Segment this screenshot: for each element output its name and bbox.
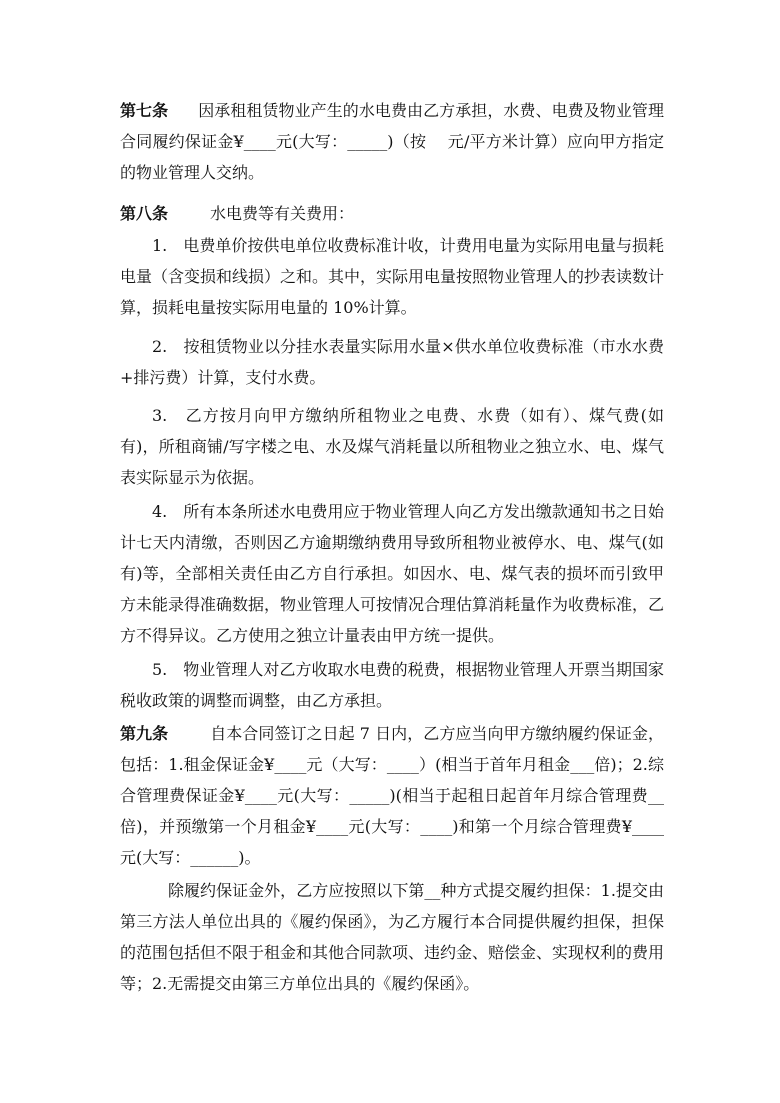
article-8-item-2: 2. 按租赁物业以分挂水表量实际用水量×供水单位收费标准（市水水费+排污费）计算，支付水费。 (120, 337, 664, 387)
article-9-para-2: 除履约保证金外，乙方应按照以下第__种方式提交履约担保：1.提交由第三方法人单位出具的《履约保函》，为乙方履行本合同提供履约担保，担保的范围包括但不限于租金和其他合同款项、违约金、赔偿金、实现权利的费用等；2.无需提交由第三方单位出具的《履约保函》。 (120, 881, 665, 993)
article-7-heading: 第七条 (120, 101, 169, 120)
article-8 (120, 198, 664, 229)
article-7-body: 因承租租赁物业产生的水电费由乙方承担，水费、电费及物业管理合同履约保证金¥____元(大写：_____)（按 元/平方米计算）应向甲方指定的物业管理人交纳。 (120, 101, 664, 182)
article-8-item-3: 3. 乙方按月向甲方缴纳所租物业之电费、水费（如有）、煤气费(如有)，所租商铺/写字楼之电、水及煤气消耗量以所租物业之独立水、电、煤气表实际显示为依据。 (120, 406, 664, 487)
article-9 (120, 718, 664, 873)
article-8-item-1: 1. 电费单价按供电单位收费标准计收，计费用电量为实际用电量与损耗电量（含变损和线损）之和。其中，实际用电量按照物业管理人的抄表读数计算，损耗电量按实际用电量的 10%计算。 (120, 236, 665, 317)
article-9-body: 自本合同签订之日起 7 日内，乙方应当向甲方缴纳履约保证金，包括：1.租金保证金¥____元（大写：____）(相当于首年月租金___倍)；2.综合管理费保证金¥____元(大写：_____)(相当于起租日起首年月综合管理费__倍)，并预缴第一个月租金¥____元(大写：____)和第一个月综合管理费¥____元(大写：______)。 (120, 724, 664, 867)
article-7 (120, 95, 664, 188)
article-8-heading: 第八条 (120, 204, 169, 223)
article-9-heading: 第九条 (120, 724, 169, 743)
article-8-item-4: 4. 所有本条所述水电费用应于物业管理人向乙方发出缴款通知书之日始计七天内清缴，否则因乙方逾期缴纳费用导致所租物业被停水、电、煤气(如有)等，全部相关责任由乙方自行承担。如因水、电、煤气表的损坏而引致甲方未能录得准确数据，物业管理人可按情况合理估算消耗量作为收费标准，乙方不得异议。乙方使用之独立计量表由甲方统一提供。 (120, 502, 665, 645)
article-8-item-5: 5. 物业管理人对乙方收取水电费的税费，根据物业管理人开票当期国家税收政策的调整而调整，由乙方承担。 (120, 660, 664, 710)
article-8-body: 水电费等有关费用： (210, 204, 355, 223)
